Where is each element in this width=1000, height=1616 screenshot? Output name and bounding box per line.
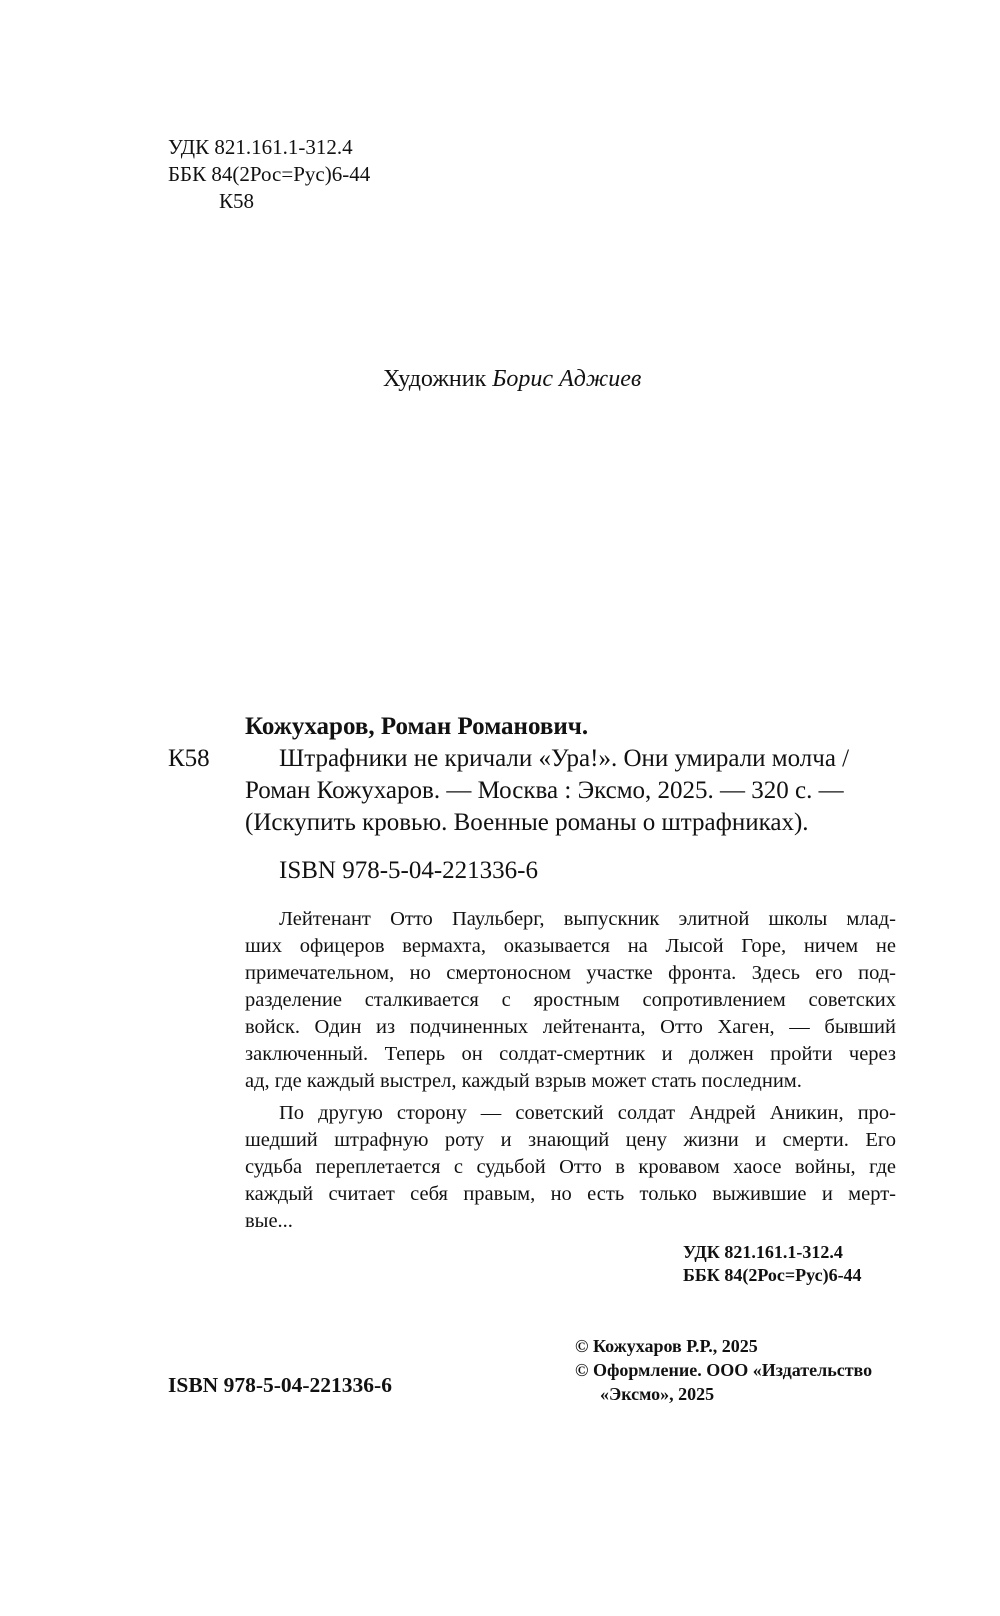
annotation-paragraph-1 — [245, 906, 896, 1095]
annotation-line: По другую сторону — советский солдат Андрей Аникин, про- — [279, 1102, 896, 1124]
footer-udk: УДК 821.161.1-312.4 — [683, 1242, 843, 1262]
artist-label: Художник — [383, 366, 487, 392]
header-bbk: ББК 84(2Рос=Рус)6-44 — [168, 162, 371, 186]
description-line-3: (Искупить кровью. Военные романы о штрафниках). — [245, 809, 809, 836]
footer-bbk: ББК 84(2Рос=Рус)6-44 — [683, 1265, 862, 1285]
annotation-line: примечательном, но смертоносном участке фронта. Здесь его под- — [245, 962, 896, 984]
annotation-line: вые... — [245, 1210, 293, 1232]
header-author-mark: К58 — [219, 189, 255, 213]
catalog-author-mark: К58 — [168, 745, 210, 772]
annotation-line: ад, где каждый выстрел, каждый взрыв может стать последним. — [245, 1070, 802, 1092]
header-udk: УДК 821.161.1-312.4 — [168, 135, 353, 159]
annotation-paragraph-2 — [245, 1100, 896, 1235]
footer-isbn: ISBN 978-5-04-221336-6 — [168, 1373, 392, 1397]
catalog-isbn: ISBN 978-5-04-221336-6 — [279, 857, 539, 884]
copyright-author: © Кожухаров Р.Р., 2025 — [575, 1336, 758, 1356]
annotation-line: ших офицеров вермахта, оказывается на Лысой Горе, ничем не — [245, 935, 896, 957]
author-heading: Кожухаров, Роман Романович. — [245, 713, 589, 740]
annotation-line: каждый считает себя правым, но есть только выжившие и мерт- — [245, 1183, 896, 1205]
copyright-design-line-2: «Эксмо», 2025 — [600, 1384, 715, 1404]
annotation-line: разделение сталкивается с яростным сопротивлением советских — [245, 989, 896, 1011]
artist-name: Борис Аджиев — [492, 366, 642, 392]
annotation-line: шедший штрафную роту и знающий цену жизни и смерти. Его — [245, 1129, 896, 1151]
annotation-line: заключенный. Теперь он солдат-смертник и должен пройти через — [245, 1043, 896, 1065]
annotation-line: Лейтенант Отто Паульберг, выпускник элитной школы млад- — [279, 908, 896, 930]
description-line-2: Роман Кожухаров. — Москва : Эксмо, 2025. — 320 с. — — [245, 777, 844, 804]
annotation-line: судьба переплетается с судьбой Отто в кровавом хаосе войны, где — [245, 1156, 896, 1178]
description-line-1: Штрафники не кричали «Ура!». Они умирали молча / — [279, 745, 850, 772]
annotation-line: войск. Один из подчиненных лейтенанта, Отто Хаген, — бывший — [245, 1016, 896, 1038]
copyright-design-line-1: © Оформление. ООО «Издательство — [575, 1360, 873, 1380]
artist-credit — [383, 366, 641, 393]
